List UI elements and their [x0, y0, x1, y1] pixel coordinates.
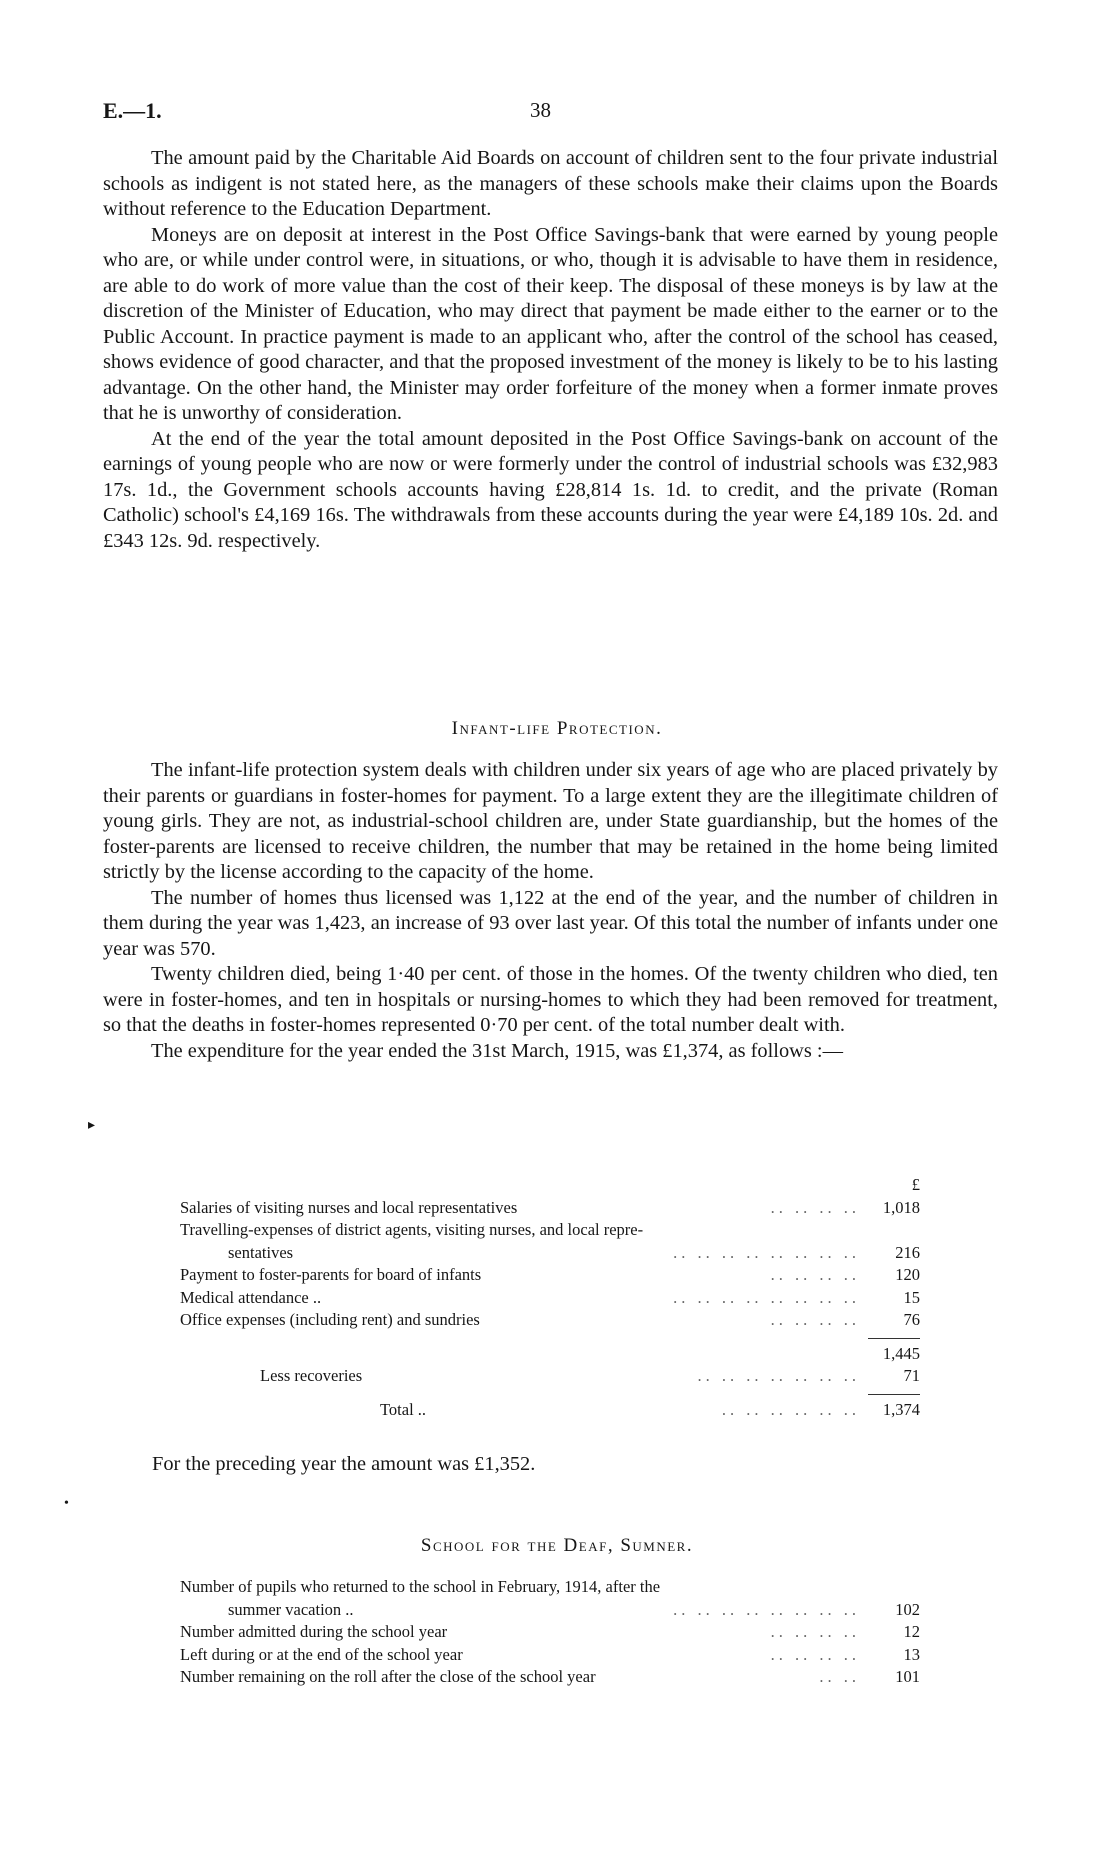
row-amount: 216	[895, 1242, 920, 1262]
less-label: Less recoveries	[260, 1366, 363, 1385]
sum-rule	[868, 1394, 920, 1395]
row-amount: 15	[903, 1287, 920, 1307]
leader-dots: .. .. .. .. .. ..	[721, 1399, 860, 1419]
stray-mark: •	[64, 1496, 69, 1511]
total-amount: 1,374	[882, 1399, 920, 1419]
row-label: Number of pupils who returned to the school in February, 1914, after the	[180, 1577, 661, 1596]
less-amount: 71	[903, 1366, 920, 1385]
table-row	[180, 1644, 920, 1667]
paragraph: The number of homes thus licensed was 1,122 at the end of the year, and the number of children in them during the year was 1,423, an increase of 93 over last year. Of this total the number of infants under one year was 570.	[103, 886, 998, 960]
leader-dots: .. .. .. ..	[770, 1197, 860, 1217]
table-row	[180, 1242, 920, 1265]
table-row	[180, 1599, 920, 1622]
total-row	[180, 1399, 920, 1422]
table-row	[180, 1309, 920, 1332]
row-amount: 120	[895, 1265, 920, 1284]
row-amount: 101	[895, 1667, 920, 1686]
currency-symbol: £	[911, 1175, 920, 1194]
sumner-heading: School for the Deaf, Sumner.	[420, 1535, 694, 1556]
industrial-schools-text	[103, 146, 998, 554]
row-label: Medical attendance ..	[180, 1287, 322, 1307]
row-amount: 1,018	[882, 1197, 920, 1217]
table-row	[180, 1264, 920, 1287]
row-label: sentatives	[228, 1242, 294, 1262]
leader-dots: .. .. .. ..	[770, 1265, 860, 1284]
row-label: Number remaining on the roll after the close of the school year	[180, 1667, 596, 1686]
row-label: Office expenses (including rent) and sundries	[180, 1310, 480, 1329]
leader-dots: .. .. .. ..	[770, 1310, 860, 1329]
infant-life-heading: Infant-life Protection.	[451, 718, 663, 739]
table-row	[180, 1197, 920, 1220]
sum-rule	[868, 1338, 920, 1339]
paragraph: At the end of the year the total amount deposited in the Post Office Savings-bank on account of the earnings of young people who are now or were formerly under the control of industrial schools was £32,983 17s. 1d., the Government schools accounts having £28,814 1s. 1d. to credit, and the private (Roman Catholic) school's £4,169 16s. The withdrawals from these accounts during the year were £4,189 10s. 2d. and £343 12s. 9d. respectively.	[103, 427, 998, 552]
stray-mark: ▸	[88, 1118, 96, 1133]
row-amount: 76	[903, 1310, 920, 1329]
total-label: Total ..	[380, 1399, 427, 1419]
row-label: Travelling-expenses of district agents, visiting nurses, and local repre-	[180, 1220, 644, 1239]
paragraph: Twenty children died, being 1·40 per cent. of those in the homes. Of the twenty children who died, ten were in foster-homes, and ten in hospitals or nursing-homes to which they had been removed for treatment, so that the deaths in foster-homes represented 0·70 per cent. of the total number dealt with.	[103, 963, 998, 1036]
paragraph: The amount paid by the Charitable Aid Boards on account of children sent to the four private industrial schools as indigent is not stated here, as the managers of these schools make their claims upon the Boards without reference to the Education Department.	[103, 147, 998, 220]
leader-dots: .. .. .. .. .. .. .. ..	[673, 1287, 860, 1307]
preceding-year-note: For the preceding year the amount was £1,352.	[152, 1453, 536, 1475]
infant-life-text	[103, 758, 998, 1064]
row-amount: 102	[895, 1599, 920, 1619]
page-number: 38	[530, 98, 551, 122]
table-row	[180, 1666, 920, 1689]
sumner-table	[180, 1576, 920, 1689]
leader-dots: .. .. .. ..	[770, 1622, 860, 1641]
table-row	[180, 1287, 920, 1310]
leader-dots: .. .. .. .. .. .. ..	[697, 1366, 860, 1385]
subtotal-row	[180, 1343, 920, 1366]
section-code: E.—1.	[103, 98, 162, 123]
row-label: Salaries of visiting nurses and local representatives	[180, 1197, 518, 1217]
row-amount: 12	[903, 1622, 920, 1641]
leader-dots: .. .. .. ..	[770, 1644, 860, 1664]
table-row	[180, 1621, 920, 1644]
row-amount: 13	[903, 1644, 920, 1664]
leader-dots: .. .. .. .. .. .. .. ..	[673, 1242, 860, 1262]
leader-dots: .. ..	[819, 1667, 860, 1686]
table-row	[180, 1576, 920, 1599]
expenditure-table	[180, 1174, 920, 1421]
table-row	[180, 1219, 920, 1242]
paragraph: The expenditure for the year ended the 31st March, 1915, was £1,374, as follows :—	[151, 1039, 843, 1062]
row-label: summer vacation ..	[228, 1599, 354, 1619]
paragraph: Moneys are on deposit at interest in the Post Office Savings-bank that were earned by young people who are, or while under control were, in situations, or who, though it is advisable to have them in residence, are able to do work of more value than the cost of their keep. The disposal of these moneys is by law at the discretion of the Minister of Education, who may direct that payment be made either to the earner or to the Public Account. In practice payment is made to an applicant who, after the control of the school has ceased, shows evidence of good character, and that the proposed investment of the money is likely to be to his lasting advantage. On the other hand, the Minister may order forfeiture of the money when a former inmate proves that he is unworthy of consideration.	[103, 223, 998, 424]
row-label: Left during or at the end of the school year	[180, 1644, 463, 1664]
row-label: Payment to foster-parents for board of infants	[180, 1265, 482, 1284]
leader-dots: .. .. .. .. .. .. .. ..	[673, 1599, 860, 1619]
subtotal-amount: 1,445	[882, 1343, 920, 1363]
paragraph: The infant-life protection system deals with children under six years of age who are placed privately by their parents or guardians in foster-homes for payment. To a large extent they are the illegitimate children of young girls. They are not, as industrial-school children are, under State guardianship, but the homes of the foster-parents are licensed to receive children, the number that may be retained in the home being limited strictly by the license according to the capacity of the home.	[103, 759, 998, 883]
less-row	[180, 1365, 920, 1388]
row-label: Number admitted during the school year	[180, 1622, 448, 1641]
